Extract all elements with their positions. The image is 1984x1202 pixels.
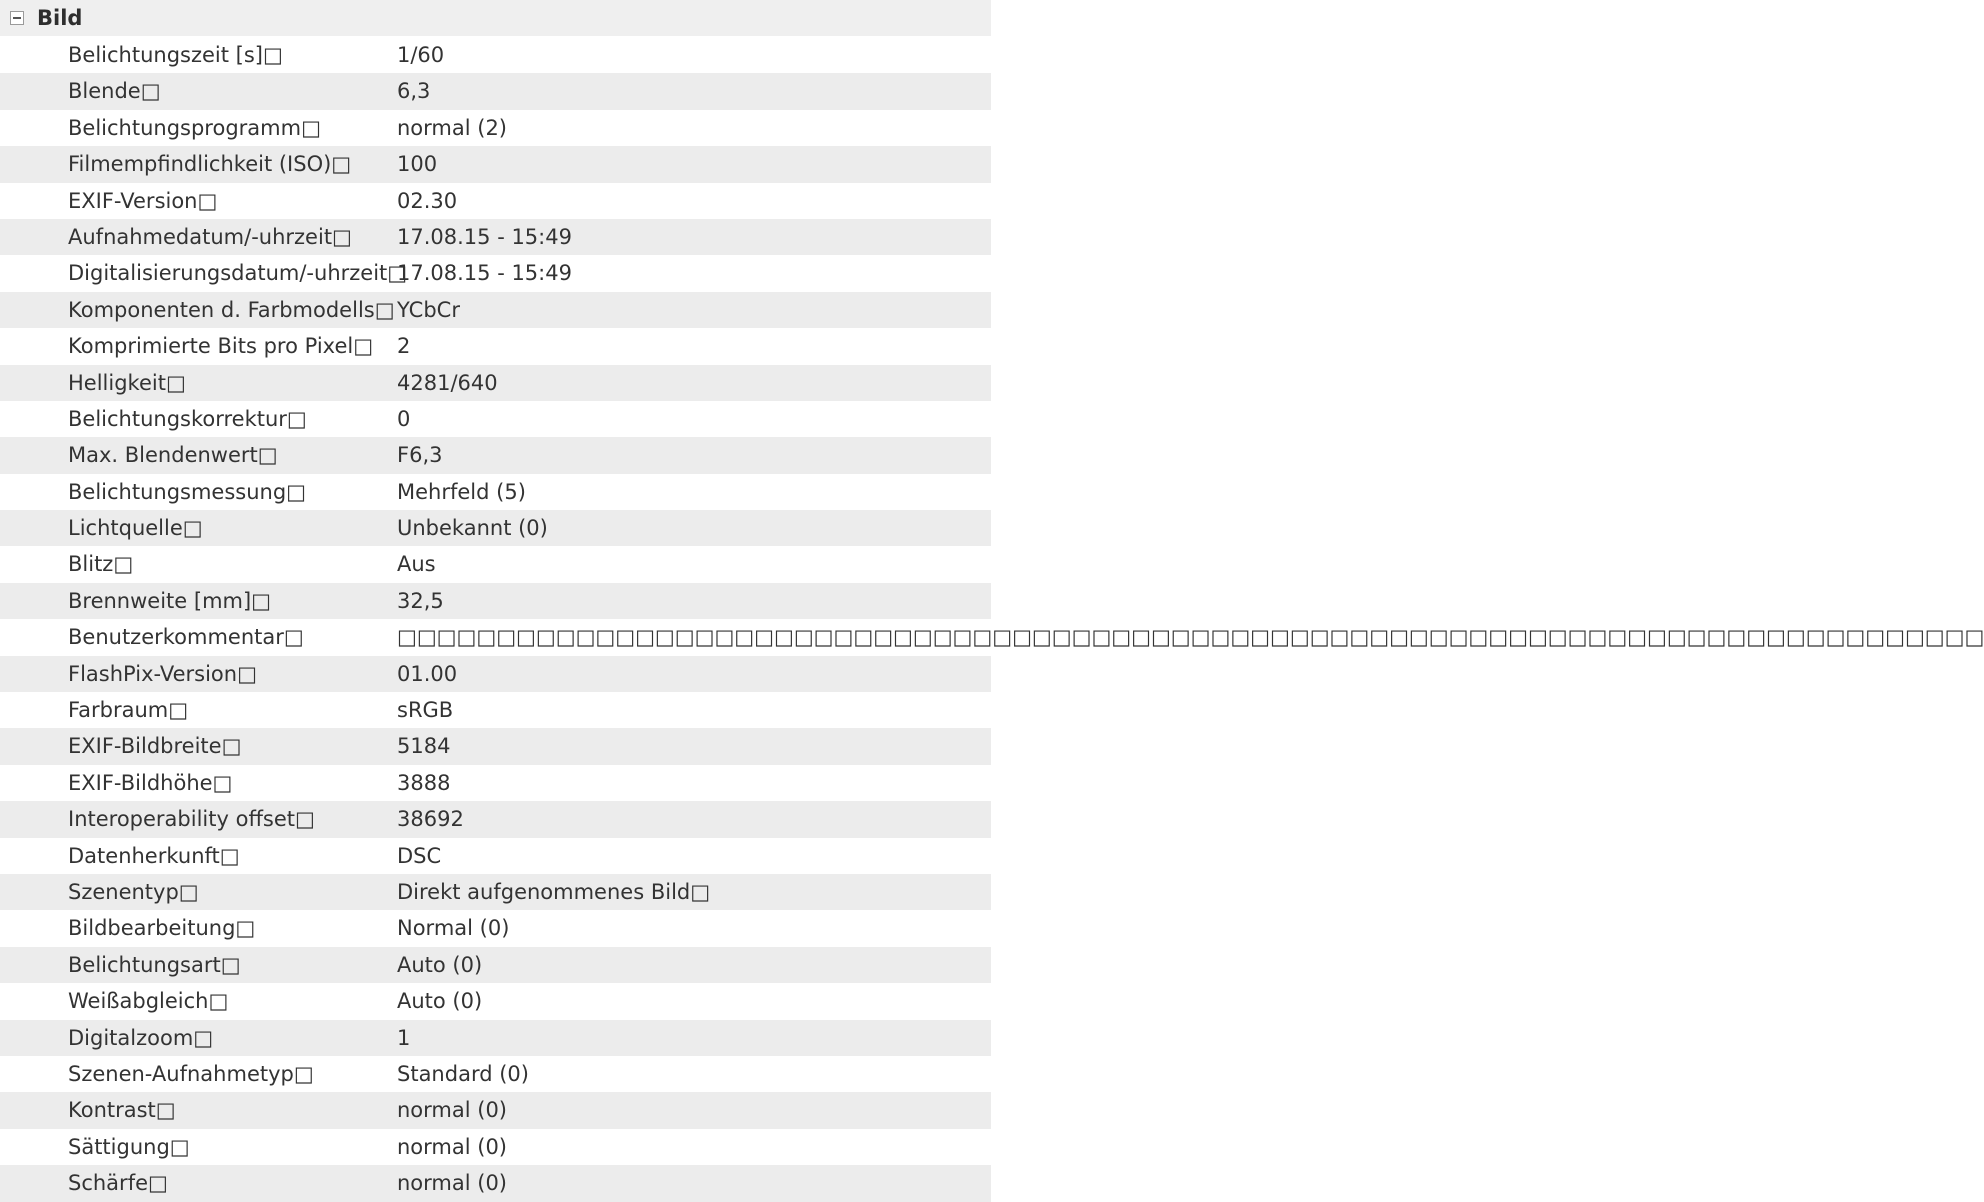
property-value: normal (0) bbox=[397, 1134, 508, 1159]
property-row[interactable] bbox=[0, 73, 991, 109]
property-row[interactable] bbox=[0, 801, 991, 837]
property-value: □□□□□□□□□□□□□□□□□□□□□□□□□□□□□□□□□□□□□□□□□□□□□□□□□□□□□□□□□□□□□□□□□□□□□□□□□□□□□□□□ bbox=[397, 625, 1984, 650]
property-key: Belichtungsmessung□ bbox=[68, 479, 307, 504]
property-row[interactable] bbox=[0, 910, 991, 946]
property-row[interactable] bbox=[0, 838, 991, 874]
property-row[interactable] bbox=[0, 656, 991, 692]
property-key: Datenherkunft□ bbox=[68, 843, 240, 868]
property-row[interactable] bbox=[0, 292, 991, 328]
property-value: 01.00 bbox=[397, 661, 458, 686]
group-header-bild[interactable] bbox=[0, 0, 991, 36]
property-row[interactable] bbox=[0, 1092, 991, 1128]
property-value: 6,3 bbox=[397, 79, 431, 104]
property-key: Komponenten d. Farbmodells□ bbox=[68, 297, 395, 322]
property-value: normal (0) bbox=[397, 1171, 508, 1196]
property-value: 0 bbox=[397, 406, 411, 431]
property-row[interactable] bbox=[0, 474, 991, 510]
property-value: 100 bbox=[397, 152, 438, 177]
property-key: Komprimierte Bits pro Pixel□ bbox=[68, 334, 374, 359]
property-key: Schärfe□ bbox=[68, 1171, 168, 1196]
property-value: normal (0) bbox=[397, 1098, 508, 1123]
property-key: Aufnahmedatum/-uhrzeit□ bbox=[68, 224, 352, 249]
property-row[interactable] bbox=[0, 692, 991, 728]
property-key: Belichtungsart□ bbox=[68, 952, 241, 977]
property-key: Interoperability offset□ bbox=[68, 807, 315, 832]
property-key: Blitz□ bbox=[68, 552, 134, 577]
property-key: Szenen-Aufnahmetyp□ bbox=[68, 1061, 314, 1086]
property-value: Auto (0) bbox=[397, 989, 483, 1014]
property-value: F6,3 bbox=[397, 443, 443, 468]
property-value: Standard (0) bbox=[397, 1061, 529, 1086]
property-key: Lichtquelle□ bbox=[68, 516, 203, 541]
property-value: Auto (0) bbox=[397, 952, 483, 977]
property-row[interactable] bbox=[0, 1129, 991, 1165]
property-row[interactable] bbox=[0, 1056, 991, 1092]
property-key: EXIF-Version□ bbox=[68, 188, 218, 213]
property-value: 02.30 bbox=[397, 188, 458, 213]
property-value: 17.08.15 - 15:49 bbox=[397, 224, 572, 249]
property-value: 38692 bbox=[397, 807, 464, 832]
property-key: Kontrast□ bbox=[68, 1098, 176, 1123]
property-key: Bildbearbeitung□ bbox=[68, 916, 256, 941]
property-value: Aus bbox=[397, 552, 436, 577]
property-row[interactable] bbox=[0, 583, 991, 619]
property-value: 5184 bbox=[397, 734, 451, 759]
property-value: normal (2) bbox=[397, 115, 508, 140]
property-row[interactable] bbox=[0, 728, 991, 764]
property-value: 32,5 bbox=[397, 588, 444, 613]
property-row[interactable] bbox=[0, 874, 991, 910]
group-title: Bild bbox=[37, 6, 83, 30]
property-key: Benutzerkommentar□ bbox=[68, 625, 304, 650]
property-key: Brennweite [mm]□ bbox=[68, 588, 272, 613]
property-row[interactable] bbox=[0, 365, 991, 401]
property-key: Digitalzoom□ bbox=[68, 1025, 214, 1050]
property-value: sRGB bbox=[397, 698, 454, 723]
property-row[interactable] bbox=[0, 146, 991, 182]
property-value: Direkt aufgenommenes Bild□ bbox=[397, 879, 711, 904]
property-row[interactable] bbox=[0, 328, 991, 364]
property-key: Helligkeit□ bbox=[68, 370, 186, 395]
property-key: Max. Blendenwert□ bbox=[68, 443, 278, 468]
property-list bbox=[0, 37, 1984, 1202]
property-row[interactable] bbox=[0, 401, 991, 437]
property-value: 4281/640 bbox=[397, 370, 498, 395]
property-value: 2 bbox=[397, 334, 411, 359]
property-row[interactable] bbox=[0, 110, 991, 146]
property-key: Belichtungszeit [s]□ bbox=[68, 43, 283, 67]
collapse-toggle-icon[interactable] bbox=[10, 11, 24, 25]
property-value: Normal (0) bbox=[397, 916, 510, 941]
property-key: Blende□ bbox=[68, 79, 161, 104]
property-row[interactable] bbox=[0, 255, 991, 291]
property-row[interactable] bbox=[0, 546, 991, 582]
property-value: Mehrfeld (5) bbox=[397, 479, 526, 504]
property-row[interactable] bbox=[0, 510, 991, 546]
property-key: Belichtungskorrektur□ bbox=[68, 406, 307, 431]
property-value: 1 bbox=[397, 1025, 411, 1050]
property-row[interactable] bbox=[0, 765, 991, 801]
property-key: Szenentyp□ bbox=[68, 879, 199, 904]
property-row[interactable] bbox=[0, 619, 1984, 655]
property-row[interactable] bbox=[0, 1165, 991, 1201]
property-key: Filmempfindlichkeit (ISO)□ bbox=[68, 152, 352, 177]
property-key: Belichtungsprogramm□ bbox=[68, 115, 321, 140]
property-row[interactable] bbox=[0, 947, 991, 983]
property-row[interactable] bbox=[0, 183, 991, 219]
property-key: EXIF-Bildhöhe□ bbox=[68, 770, 233, 795]
property-row[interactable] bbox=[0, 983, 991, 1019]
property-key: Weißabgleich□ bbox=[68, 989, 229, 1014]
property-value: 1/60 bbox=[397, 43, 445, 67]
property-key: FlashPix-Version□ bbox=[68, 661, 257, 686]
property-value: Unbekannt (0) bbox=[397, 516, 548, 541]
property-key: Farbraum□ bbox=[68, 698, 189, 723]
property-key: Digitalisierungsdatum/-uhrzeit□ bbox=[68, 261, 408, 286]
property-value: 17.08.15 - 15:49 bbox=[397, 261, 572, 286]
property-row[interactable] bbox=[0, 219, 991, 255]
property-value: DSC bbox=[397, 843, 442, 868]
property-key: Sättigung□ bbox=[68, 1134, 190, 1159]
property-value: 3888 bbox=[397, 770, 451, 795]
property-key: EXIF-Bildbreite□ bbox=[68, 734, 242, 759]
property-row[interactable] bbox=[0, 37, 991, 73]
property-value: YCbCr bbox=[397, 297, 460, 322]
property-row[interactable] bbox=[0, 1020, 991, 1056]
property-row[interactable] bbox=[0, 437, 991, 473]
